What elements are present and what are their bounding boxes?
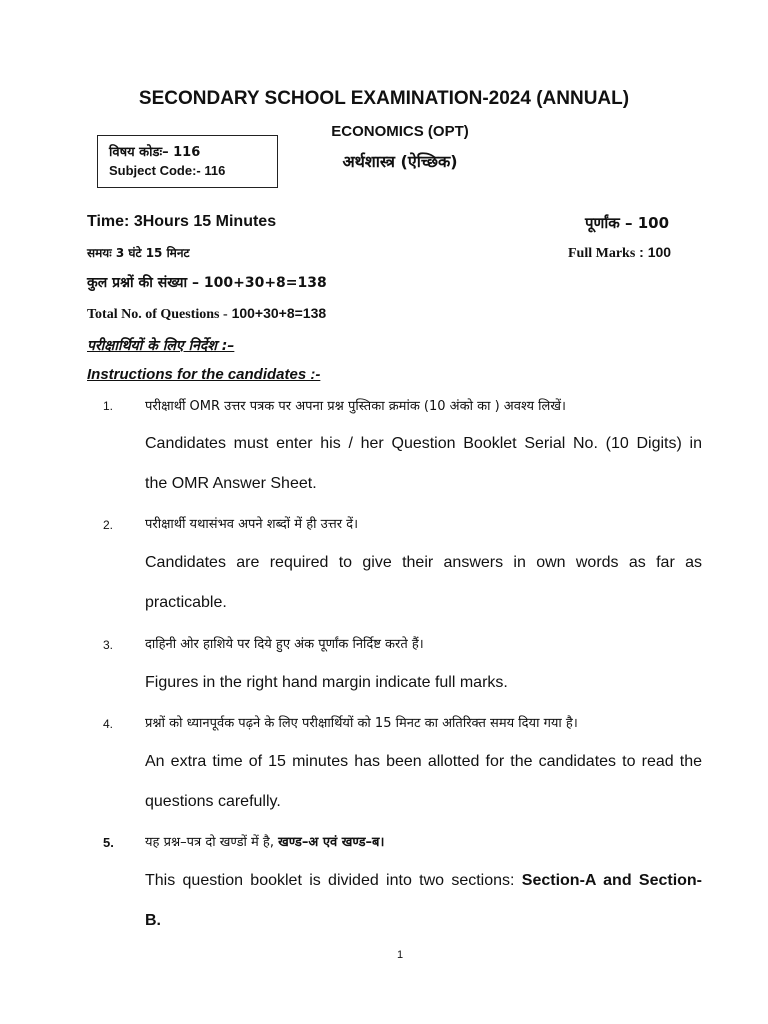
- page-number: 1: [396, 949, 404, 961]
- instruction-en-bold: Section-A and Section-: [521, 872, 703, 889]
- instruction-hi: दाहिनी ओर हाशिये पर दिये हुए अंक पूर्णांक निर्दिष्ट करते हैं।: [145, 637, 424, 652]
- subject-code-hi: विषय कोडः– 116: [109, 145, 201, 160]
- instruction-hi-bold: खण्ड–अ एवं खण्ड–ब।: [278, 835, 385, 850]
- instruction-en-cont: practicable.: [145, 594, 227, 611]
- instruction-en-plain: This question booklet is divided into two sections:: [145, 872, 522, 889]
- instruction-en-cont: B.: [145, 912, 161, 929]
- instructions-heading-en: Instructions for the candidates :-: [87, 366, 321, 383]
- subject-code-box: [97, 135, 278, 188]
- full-marks-hi: पूर्णांक – 100: [585, 214, 670, 232]
- instruction-hi: परीक्षार्थी OMR उत्तर पत्रक पर अपना प्रश्न पुस्तिका क्रमांक (10 अंको का ) अवश्य लिखें।: [145, 399, 566, 414]
- instruction-hi: [145, 832, 384, 850]
- instruction-number: 2.: [103, 518, 114, 532]
- instruction-en: Candidates are required to give their answers in own words as far as: [145, 554, 702, 571]
- instruction-number: 4.: [103, 717, 114, 731]
- full-marks-en: [568, 244, 671, 262]
- instruction-hi: प्रश्नों को ध्यानपूर्वक पढ़ने के लिए परीक्षार्थियों को 15 मिनट का अतिरिक्त समय दिया गया है।: [145, 716, 578, 731]
- instruction-en: [145, 872, 702, 890]
- instruction-number: 5.: [103, 835, 114, 850]
- question-count-label: Total No. of Questions -: [87, 307, 228, 322]
- question-count-en: [87, 305, 326, 323]
- instruction-number: 1.: [103, 399, 114, 413]
- full-marks-value: : 100: [639, 244, 672, 260]
- subject-name-en: ECONOMICS (OPT): [331, 123, 469, 140]
- instructions-heading-hi: परीक्षार्थियों के लिए निर्देश :–: [87, 338, 235, 354]
- question-count-value: 100+30+8=138: [231, 305, 327, 321]
- instruction-hi: परीक्षार्थी यथासंभव अपने शब्दों में ही उत्तर दें।: [145, 517, 358, 532]
- exam-title: SECONDARY SCHOOL EXAMINATION-2024 (ANNUAL): [138, 88, 630, 109]
- instruction-en-cont: questions carefully.: [145, 793, 281, 810]
- instruction-en: Candidates must enter his / her Question Booklet Serial No. (10 Digits) in: [145, 435, 702, 452]
- instruction-en: An extra time of 15 minutes has been allotted for the candidates to read the: [145, 753, 702, 770]
- time-en: Time: 3Hours 15 Minutes: [87, 213, 277, 230]
- question-count-hi: कुल प्रश्नों की संख्या – 100+30+8=138: [87, 275, 327, 291]
- full-marks-label: Full Marks: [568, 246, 636, 261]
- time-hi: समयः 3 घंटे 15 मिनट: [87, 246, 190, 260]
- subject-code-en: Subject Code:- 116: [109, 163, 226, 178]
- subject-name-hi: अर्थशास्त्र (ऐच्छिक): [342, 152, 458, 171]
- instruction-en-cont: the OMR Answer Sheet.: [145, 475, 317, 492]
- instruction-en: Figures in the right hand margin indicate full marks.: [145, 674, 508, 691]
- instruction-hi-plain: यह प्रश्न–पत्र दो खण्डों में है,: [145, 835, 279, 850]
- instruction-number: 3.: [103, 638, 114, 652]
